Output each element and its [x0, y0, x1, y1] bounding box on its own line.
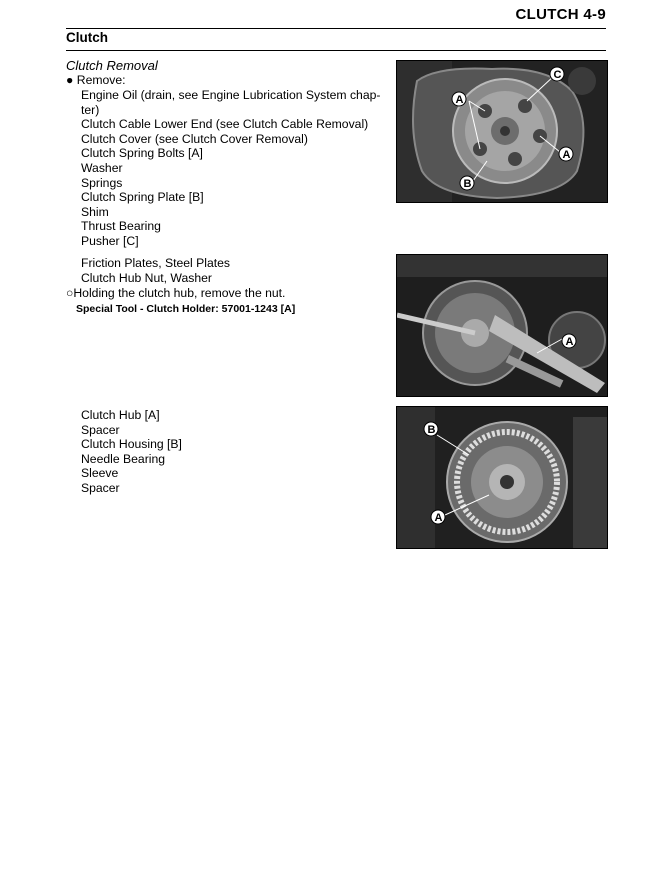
section-title: Clutch — [66, 30, 108, 45]
list-item: Clutch Cover (see Clutch Cover Removal) — [81, 131, 308, 146]
list-item: Clutch Cable Lower End (see Clutch Cable Removal) — [81, 117, 369, 132]
holding-note-text: Holding the clutch hub, remove the nut. — [73, 286, 286, 300]
list-item: Washer — [81, 160, 123, 175]
callout-b — [460, 176, 474, 190]
bullet-icon: ● — [66, 73, 74, 87]
callout-a-1 — [452, 92, 466, 106]
list-item: Thrust Bearing — [81, 219, 161, 234]
remove-list-2 — [81, 256, 230, 285]
remove-label: Remove: — [76, 73, 126, 87]
callout-label: B — [427, 424, 436, 436]
remove-bullet — [66, 73, 126, 87]
subsection-title: Clutch Removal — [66, 58, 158, 73]
list-item: Friction Plates, Steel Plates — [81, 256, 231, 270]
callout-b — [424, 422, 438, 436]
callout-label: B — [463, 178, 472, 190]
callout-label: A — [455, 94, 464, 106]
special-tool-note: Special Tool - Clutch Holder: 57001-1243 [A] — [76, 303, 296, 315]
list-item: ter) — [81, 102, 100, 117]
page-header-title: CLUTCH 4-9 — [515, 6, 606, 23]
callout-a-2 — [559, 147, 573, 161]
list-item: Springs — [81, 175, 123, 190]
list-item: Needle Bearing — [81, 451, 166, 466]
list-item: Clutch Hub [A] — [81, 408, 160, 422]
list-item: Clutch Spring Bolts [A] — [81, 146, 203, 161]
remove-list — [81, 88, 380, 249]
callout-label: A — [562, 149, 571, 161]
hollow-bullet-icon: ○ — [66, 286, 74, 300]
list-item: Clutch Housing [B] — [81, 437, 182, 452]
list-item: Clutch Hub Nut, Washer — [81, 270, 212, 285]
section-heading — [66, 30, 606, 51]
clutch-spring-plate-photo — [396, 60, 608, 203]
list-item: Pusher [C] — [81, 233, 139, 248]
list-item: Spacer — [81, 480, 120, 495]
callout-label: A — [565, 336, 574, 348]
callout-label: A — [434, 512, 443, 524]
holding-note — [66, 286, 285, 301]
list-item: Clutch Spring Plate [B] — [81, 190, 204, 205]
callout-a — [562, 334, 576, 348]
list-item: Shim — [81, 204, 109, 219]
list-item: Spacer — [81, 422, 120, 437]
page-header — [66, 6, 606, 29]
callout-a — [431, 510, 445, 524]
list-item: Sleeve — [81, 466, 119, 481]
list-item: Engine Oil (drain, see Engine Lubrication System chap- — [81, 88, 381, 102]
callout-label: C — [553, 69, 562, 81]
callout-c — [550, 67, 564, 81]
clutch-housing-photo — [396, 406, 608, 549]
remove-list-3 — [81, 408, 182, 496]
clutch-holder-photo — [396, 254, 608, 397]
